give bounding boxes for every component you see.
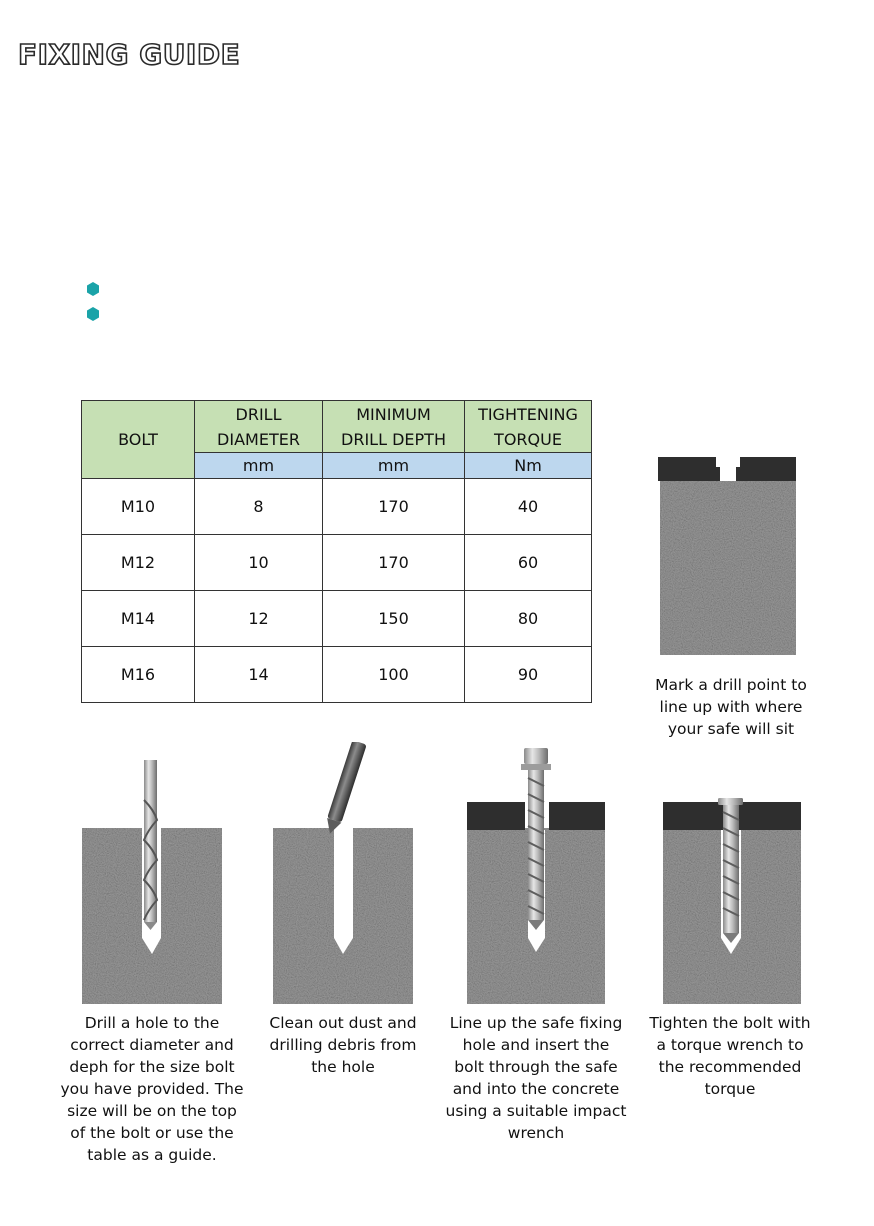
bolt-cell: M10 [82, 479, 195, 535]
bolt-cell: M12 [82, 535, 195, 591]
torque-cell: 60 [465, 535, 592, 591]
anchor-bolt-icon [467, 748, 605, 1004]
hexagon-bullet-icon [86, 307, 100, 321]
diameter-cell: 10 [195, 535, 323, 591]
tightened-bolt-icon [663, 798, 801, 1004]
bolt-specification-table [81, 400, 592, 703]
step-clean-caption: Clean out dust and drilling debris from the hole [269, 1014, 417, 1076]
step-tighten-caption: Tighten the bolt with a torque wrench to the recommended torque [649, 1014, 811, 1098]
header-drill-diameter: DRILL DIAMETER [195, 401, 323, 453]
step-insert-caption: Line up the safe fixing hole and insert the bolt through the safe and into the concrete using a suitable impact wrench [445, 1014, 627, 1142]
step-drill-caption: Drill a hole to the correct diameter and deph for the size bolt you have provided. The size will be on the top of the bolt or use the table as a guide. [60, 1014, 244, 1164]
bolt-cell: M14 [82, 591, 195, 647]
page-title: FIXING GUIDE [18, 38, 241, 71]
header-minimum-drill-depth: MINIMUM DRILL DEPTH [323, 401, 465, 453]
bolt-cell: M16 [82, 647, 195, 703]
table-row [82, 535, 592, 591]
diameter-cell: 8 [195, 479, 323, 535]
unit-cell: mm [323, 453, 465, 479]
table-row [82, 647, 592, 703]
depth-cell: 170 [323, 479, 465, 535]
torque-cell: 90 [465, 647, 592, 703]
step-mark-caption: Mark a drill point to line up with where your safe will sit [655, 676, 807, 738]
torque-cell: 80 [465, 591, 592, 647]
hexagon-bullet-icon [86, 282, 100, 296]
depth-cell: 150 [323, 591, 465, 647]
header-tightening-torque: TIGHTENING TORQUE [465, 401, 592, 453]
diameter-cell: 12 [195, 591, 323, 647]
concrete-block-marked-icon [658, 455, 798, 657]
diameter-cell: 14 [195, 647, 323, 703]
drill-bit-icon [82, 760, 222, 1004]
torque-cell: 40 [465, 479, 592, 535]
blow-out-nozzle-icon [273, 742, 413, 1004]
depth-cell: 100 [323, 647, 465, 703]
depth-cell: 170 [323, 535, 465, 591]
table-row [82, 479, 592, 535]
table-row [82, 591, 592, 647]
unit-cell: mm [195, 453, 323, 479]
unit-cell: Nm [465, 453, 592, 479]
header-bolt: BOLT [82, 401, 195, 479]
